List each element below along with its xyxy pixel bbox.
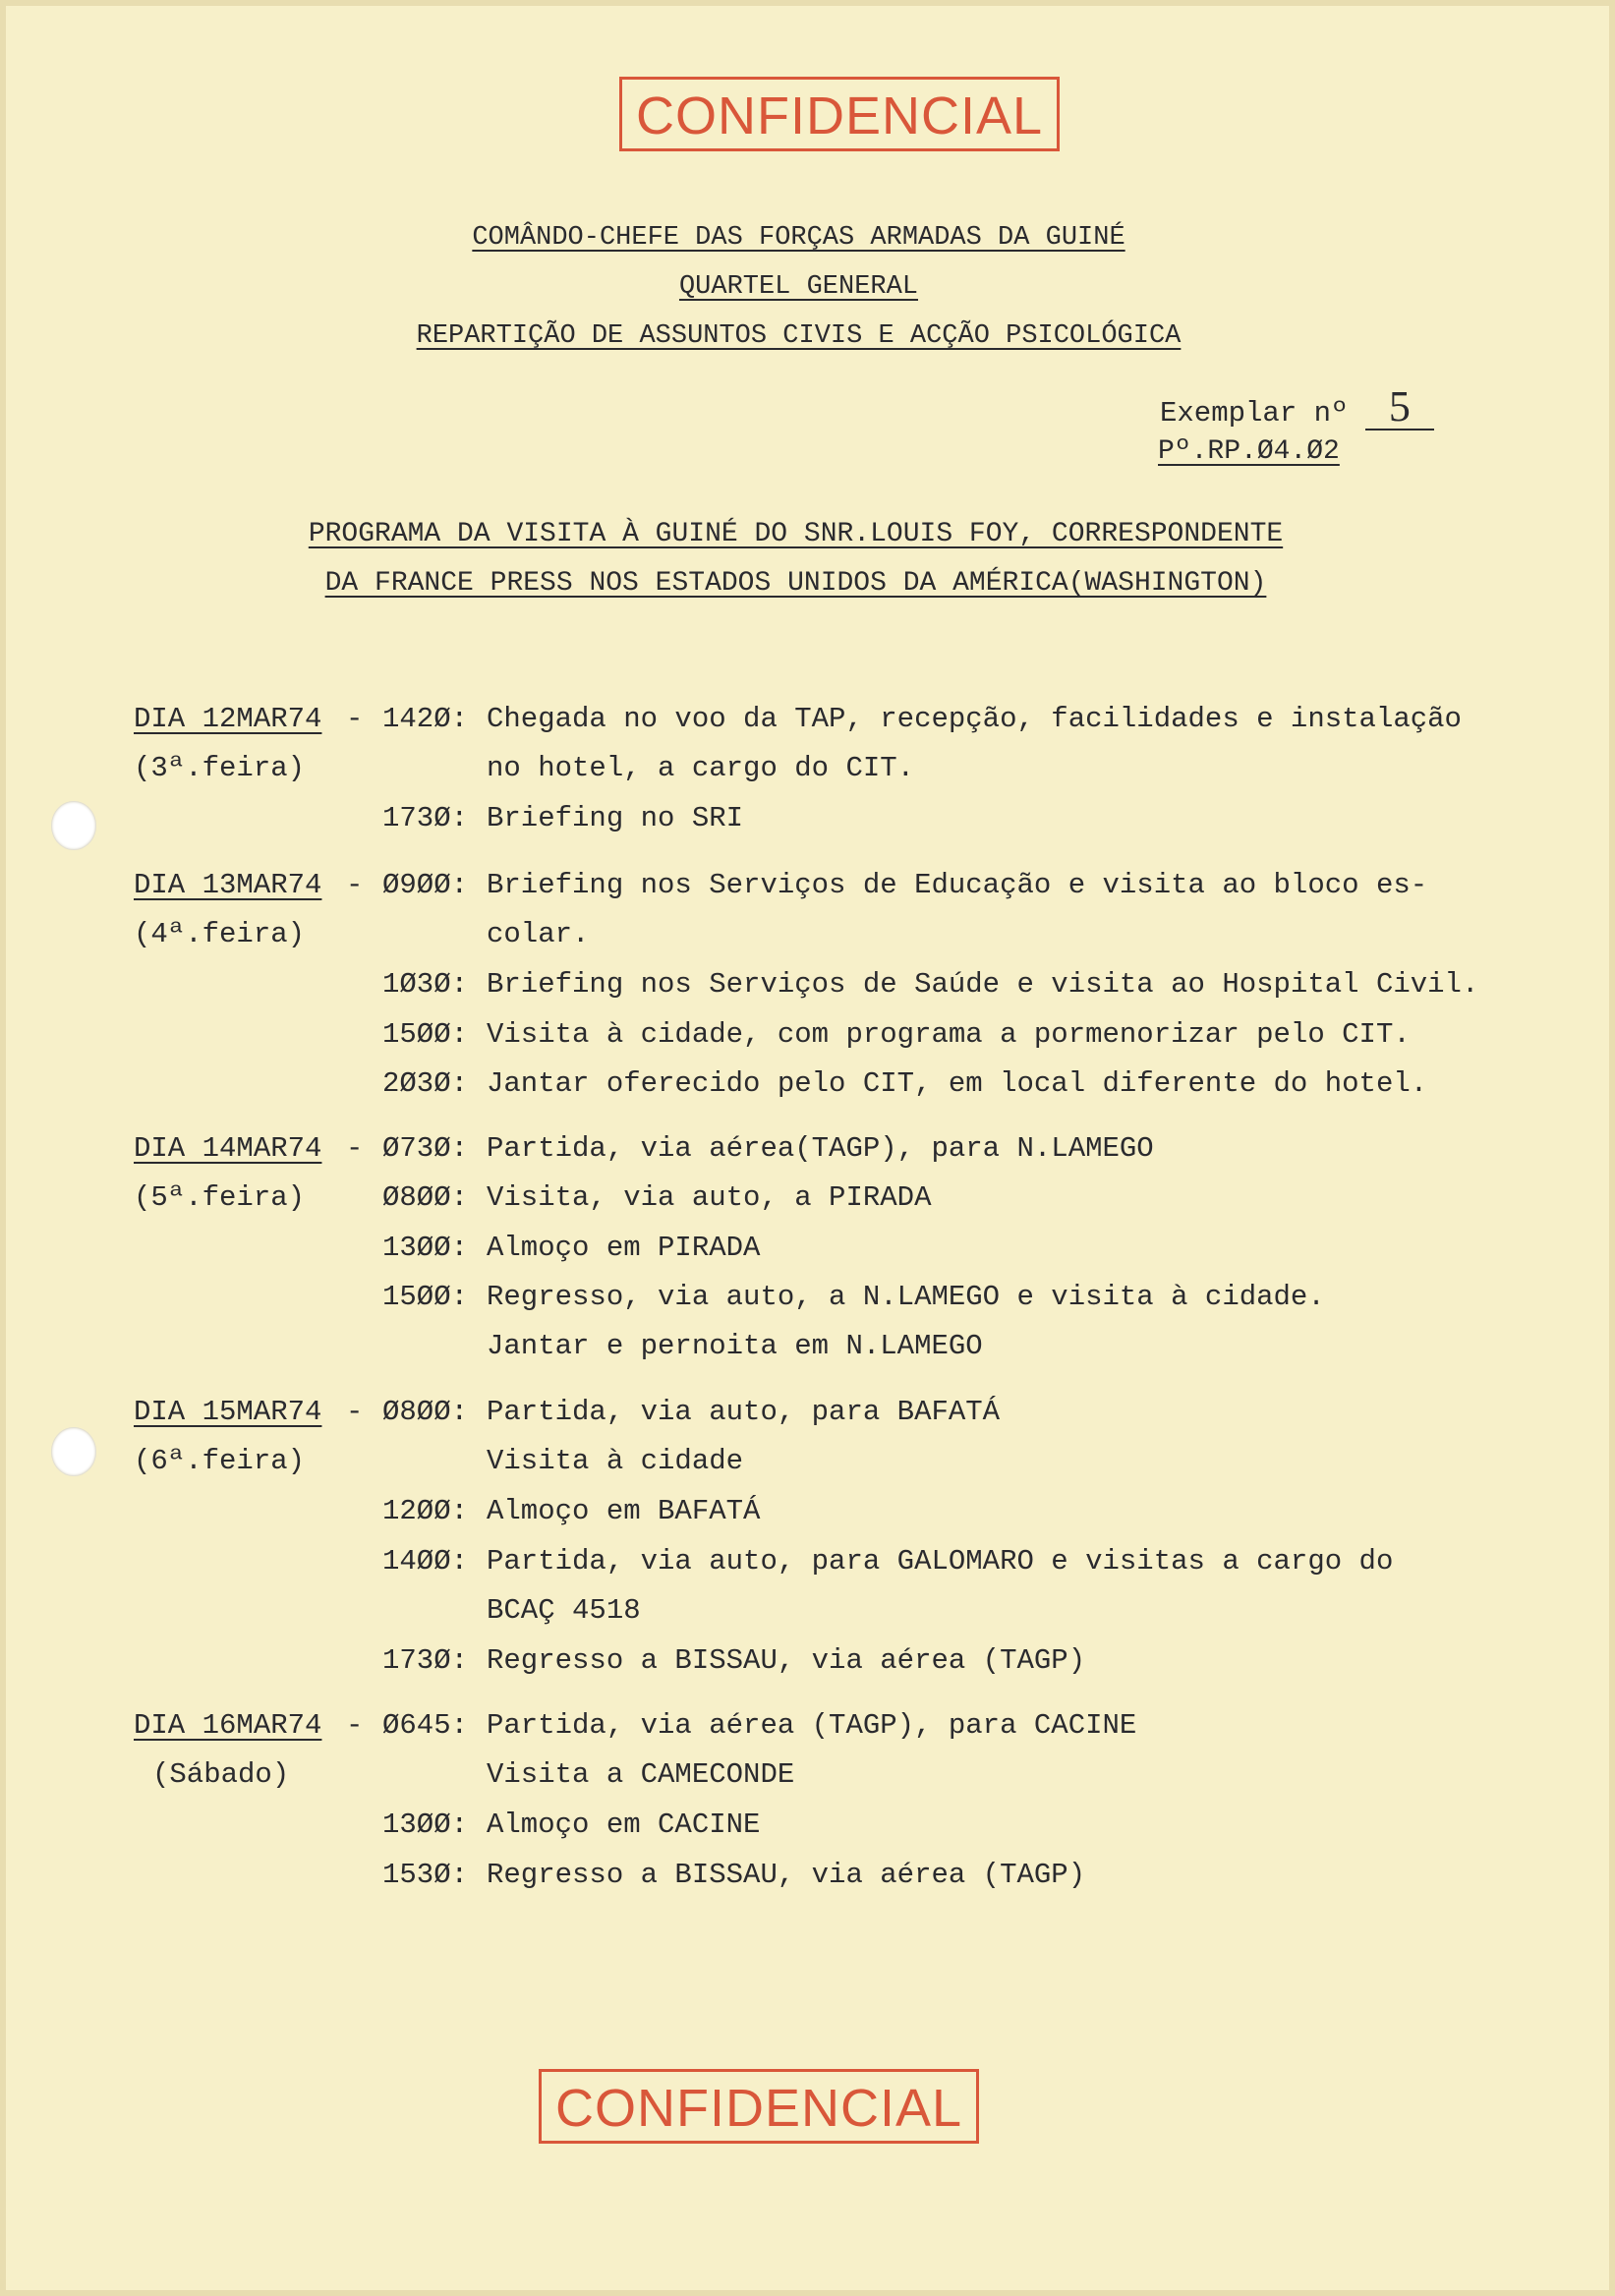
schedule-text: Visita a CAMECONDE — [487, 1758, 795, 1791]
confidential-stamp-bottom: CONFIDENCIAL — [539, 2069, 979, 2144]
day-label-text: DIA 14MAR74 — [134, 1132, 322, 1165]
day-label-text: DIA 13MAR74 — [134, 869, 322, 901]
day-label-text: DIA 12MAR74 — [134, 703, 322, 735]
schedule-time: 2Ø3Ø: — [381, 1067, 468, 1100]
dash-separator: - — [346, 703, 364, 735]
schedule-text: Almoço em PIRADA — [487, 1232, 761, 1264]
schedule-time: 173Ø: — [381, 802, 468, 834]
title-line-2-text: DA FRANCE PRESS NOS ESTADOS UNIDOS DA AMÉRICA(WASHINGTON) — [324, 568, 1267, 599]
schedule-text: Briefing nos Serviços de Saúde e visita ao Hospital Civil. — [487, 968, 1479, 1001]
schedule-text: Visita à cidade, com programa a pormenorizar pelo CIT. — [487, 1018, 1411, 1051]
day-label — [134, 1124, 321, 1174]
weekday-label: (4ª.feira) — [134, 918, 306, 950]
schedule-time: 15ØØ: — [381, 1281, 468, 1313]
schedule-time: 13ØØ: — [381, 1232, 468, 1264]
schedule-text: no hotel, a cargo do CIT. — [487, 752, 915, 784]
confidential-stamp-top: CONFIDENCIAL — [619, 77, 1060, 151]
schedule-text: Regresso a BISSAU, via aérea (TAGP) — [487, 1859, 1086, 1891]
day-label — [134, 695, 321, 744]
weekday-label: (6ª.feira) — [134, 1445, 306, 1477]
schedule-time: 1Ø3Ø: — [381, 968, 468, 1001]
schedule-time: 13ØØ: — [381, 1808, 468, 1841]
exemplar-label: Exemplar nº — [1160, 397, 1349, 430]
schedule-text: Visita, via auto, a PIRADA — [487, 1181, 932, 1214]
punch-hole-bottom — [51, 1427, 96, 1476]
schedule-text: Regresso a BISSAU, via aérea (TAGP) — [487, 1644, 1086, 1677]
weekday-label: (3ª.feira) — [134, 752, 306, 784]
weekday-label: (5ª.feira) — [134, 1181, 306, 1214]
schedule-text: Jantar e pernoita em N.LAMEGO — [487, 1330, 983, 1362]
reference-text: Pº.RP.Ø4.Ø2 — [1158, 436, 1340, 467]
schedule-text: Briefing no SRI — [487, 802, 744, 834]
schedule-text: Almoço em CACINE — [487, 1808, 761, 1841]
header-line-3 — [0, 316, 1606, 356]
schedule-text: Partida, via aérea (TAGP), para CACINE — [487, 1709, 1137, 1742]
schedule-text: Almoço em BAFATÁ — [487, 1495, 761, 1527]
schedule-text: Partida, via auto, para BAFATÁ — [487, 1396, 1001, 1428]
day-label-text: DIA 15MAR74 — [134, 1396, 322, 1428]
schedule-text: BCAÇ 4518 — [487, 1594, 641, 1627]
header-line-2 — [0, 267, 1606, 307]
schedule-text: Briefing nos Serviços de Educação e visita ao bloco es- — [487, 869, 1428, 901]
dash-separator: - — [346, 869, 364, 901]
schedule-time: Ø73Ø: — [381, 1132, 468, 1165]
schedule-time: 12ØØ: — [381, 1495, 468, 1527]
exemplar-number: 5 — [1365, 385, 1434, 430]
schedule-time: 142Ø: — [381, 703, 468, 735]
exemplar-line — [1160, 382, 1434, 430]
schedule-text: Jantar oferecido pelo CIT, em local diferente do hotel. — [487, 1067, 1428, 1100]
day-label — [134, 861, 321, 910]
weekday-label: (Sábado) — [152, 1758, 290, 1791]
schedule-time: 14ØØ: — [381, 1545, 468, 1578]
day-label — [134, 1701, 321, 1751]
schedule-time: 15ØØ: — [381, 1018, 468, 1051]
punch-hole-top — [51, 801, 96, 850]
dash-separator: - — [346, 1132, 364, 1165]
day-label-text: DIA 16MAR74 — [134, 1709, 322, 1742]
dash-separator: - — [346, 1396, 364, 1428]
schedule-time: Ø8ØØ: — [381, 1181, 468, 1214]
title-line-1-text: PROGRAMA DA VISITA À GUINÉ DO SNR.LOUIS FOY, CORRESPONDENTE — [308, 519, 1284, 549]
schedule-text: Partida, via aérea(TAGP), para N.LAMEGO — [487, 1132, 1154, 1165]
header-line-3-text: REPARTIÇÃO DE ASSUNTOS CIVIS E ACÇÃO PSICOLÓGICA — [416, 321, 1182, 351]
header-line-1 — [0, 218, 1606, 258]
title-line-1 — [0, 519, 1603, 549]
schedule-text: Chegada no voo da TAP, recepção, facilidades e instalação — [487, 703, 1462, 735]
schedule-time: Ø9ØØ: — [381, 869, 468, 901]
schedule-time: 153Ø: — [381, 1859, 468, 1891]
schedule-time: Ø8ØØ: — [381, 1396, 468, 1428]
day-label — [134, 1388, 321, 1437]
schedule-text: Regresso, via auto, a N.LAMEGO e visita à cidade. — [487, 1281, 1325, 1313]
reference-number — [1158, 436, 1340, 467]
header-line-1-text: COMÂNDO-CHEFE DAS FORÇAS ARMADAS DA GUINÉ — [472, 223, 1125, 253]
schedule-time: 173Ø: — [381, 1644, 468, 1677]
schedule-text: Visita à cidade — [487, 1445, 744, 1477]
title-line-2 — [0, 568, 1603, 599]
header-line-2-text: QUARTEL GENERAL — [678, 272, 919, 302]
schedule-text: colar. — [487, 918, 590, 950]
schedule-time: Ø645: — [381, 1709, 468, 1742]
dash-separator: - — [346, 1709, 364, 1742]
schedule-text: Partida, via auto, para GALOMARO e visitas a cargo do — [487, 1545, 1394, 1578]
